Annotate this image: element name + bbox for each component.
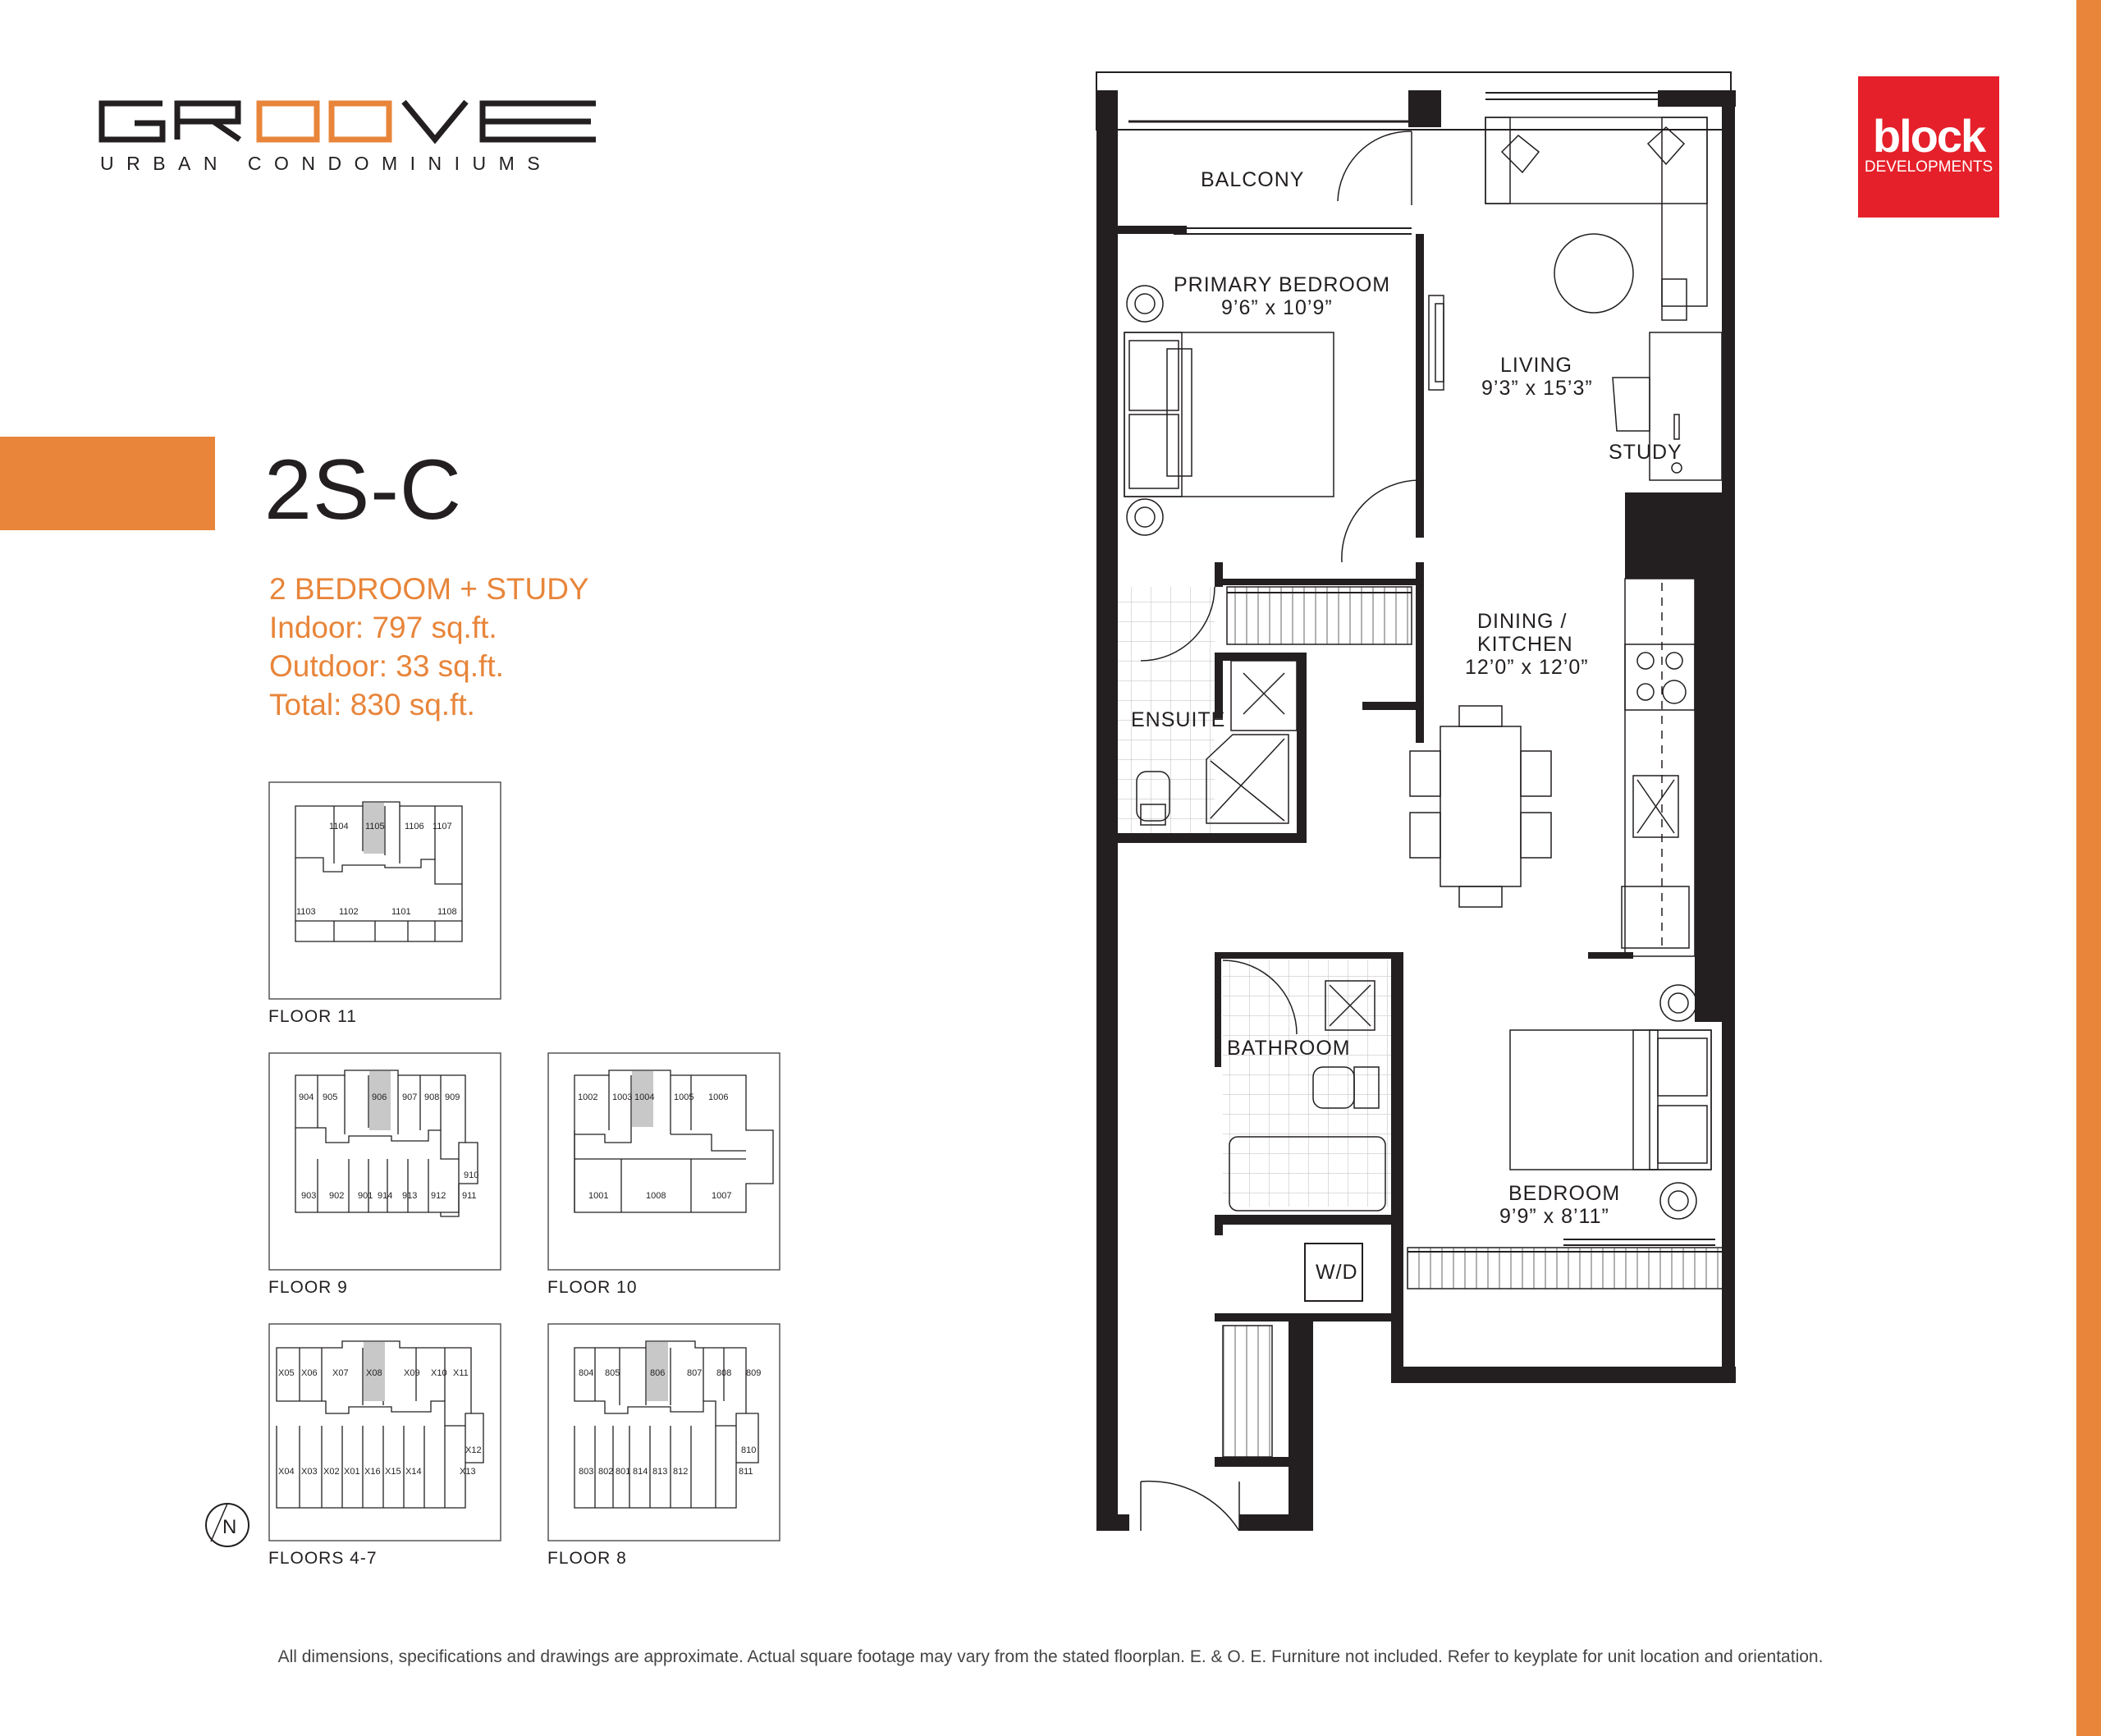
key-unit: 810 [741, 1445, 757, 1455]
key-unit: 814 [633, 1467, 648, 1477]
key-unit: 1101 [391, 907, 411, 917]
developer-logo-line2: DEVELOPMENTS [1864, 158, 1993, 176]
room-label-ensuite: ENSUITE [1131, 708, 1226, 731]
key-unit: 910 [464, 1170, 479, 1180]
key-unit: X15 [385, 1467, 401, 1477]
unit-indoor-area: Indoor: 797 sq.ft. [269, 611, 497, 644]
key-unit: 1103 [296, 907, 316, 917]
key-unit: 804 [579, 1368, 594, 1378]
key-unit: X13 [460, 1467, 476, 1477]
key-unit: 1003 [612, 1092, 633, 1102]
room-dim-primary-bedroom: 9’6” x 10’9” [1221, 296, 1333, 319]
kitchen-counter [1622, 579, 1695, 956]
developer-logo-line1: block [1872, 110, 1985, 162]
unit-outdoor-area: Outdoor: 33 sq.ft. [269, 649, 504, 683]
key-unit: 1104 [329, 822, 349, 831]
key-unit: 904 [299, 1092, 314, 1102]
room-label-bedroom: BEDROOM [1508, 1182, 1621, 1205]
key-unit: 808 [716, 1368, 732, 1378]
key-unit: X04 [278, 1467, 295, 1477]
key-unit: 908 [424, 1092, 440, 1102]
key-unit: 1002 [578, 1092, 598, 1102]
keyplate-floor-10 [547, 1052, 780, 1298]
keyplate-caption: FLOOR 8 [547, 1549, 627, 1568]
keyplate-floor-9 [268, 1052, 501, 1298]
room-label-bathroom: BATHROOM [1227, 1037, 1351, 1060]
developer-logo [1858, 76, 1999, 218]
key-unit: 906 [372, 1092, 387, 1102]
key-unit: 907 [402, 1092, 418, 1102]
keyplate-floors-4-7 [268, 1323, 501, 1569]
key-unit: 1107 [433, 822, 452, 831]
key-unit: 1102 [339, 907, 359, 917]
key-unit: 806 [650, 1368, 666, 1378]
key-unit: 805 [605, 1368, 620, 1378]
logo-subtitle: URBAN CONDOMINIUMS [100, 153, 553, 174]
room-label-living: LIVING [1500, 354, 1572, 377]
key-unit: 807 [687, 1368, 703, 1378]
keyplate-floor-11 [268, 781, 501, 1027]
key-unit: 811 [739, 1467, 753, 1477]
key-unit: 901 [358, 1191, 373, 1201]
key-unit: 913 [402, 1191, 418, 1201]
key-unit: 803 [579, 1467, 594, 1477]
key-unit: 1007 [712, 1191, 732, 1201]
key-unit: 809 [746, 1368, 762, 1378]
key-unit: 812 [673, 1467, 689, 1477]
compass-label: N [222, 1516, 237, 1538]
label-washer-dryer: W/D [1316, 1261, 1358, 1284]
keyplate-caption: FLOOR 11 [268, 1007, 357, 1026]
room-label-dining: DINING / [1477, 610, 1568, 633]
key-unit: 1001 [588, 1191, 609, 1201]
primary-bed-icon [1124, 286, 1334, 535]
key-unit: X03 [301, 1467, 318, 1477]
keyplate-floor-8 [547, 1323, 780, 1569]
key-unit: X02 [323, 1467, 340, 1477]
room-label-kitchen: KITCHEN [1477, 633, 1573, 656]
key-unit: 801 [616, 1467, 631, 1477]
key-unit: X14 [405, 1467, 422, 1477]
unit-total-area: Total: 830 sq.ft. [269, 688, 475, 721]
room-label-primary-bedroom: PRIMARY BEDROOM [1174, 273, 1391, 296]
sofa-icon [1429, 117, 1707, 390]
logo-text: GROOVE [98, 97, 103, 98]
unit-accent-bar [0, 437, 215, 530]
key-unit: 1004 [634, 1092, 655, 1102]
keyplate-caption: FLOOR 10 [547, 1278, 638, 1297]
key-unit: X09 [404, 1368, 420, 1378]
key-unit: X07 [332, 1368, 349, 1378]
key-unit: 1108 [437, 907, 457, 917]
room-label-study: STUDY [1609, 441, 1682, 464]
key-unit: 802 [598, 1467, 614, 1477]
key-unit: 1008 [646, 1191, 666, 1201]
room-dim-dining-kitchen: 12’0” x 12’0” [1465, 656, 1589, 679]
key-unit: X05 [278, 1368, 295, 1378]
unit-specs [269, 570, 589, 724]
key-unit: 1005 [674, 1092, 694, 1102]
key-unit: 1106 [405, 822, 424, 831]
key-unit: X06 [301, 1368, 318, 1378]
keyplate-caption: FLOOR 9 [268, 1278, 348, 1297]
key-unit: X01 [344, 1467, 360, 1477]
key-unit: 1006 [708, 1092, 729, 1102]
unit-name: 2S-C [264, 442, 462, 538]
key-unit: X12 [465, 1445, 482, 1455]
key-unit: 909 [445, 1092, 460, 1102]
key-unit: 902 [329, 1191, 345, 1201]
keyplate-caption: FLOORS 4-7 [268, 1549, 378, 1568]
dining-table-icon [1410, 706, 1551, 907]
north-compass-icon [203, 1500, 252, 1550]
key-unit: X16 [364, 1467, 381, 1477]
key-unit: 905 [323, 1092, 338, 1102]
key-unit: 903 [301, 1191, 317, 1201]
right-accent-stripe [2076, 0, 2101, 1736]
key-unit: X08 [366, 1368, 382, 1378]
key-unit: X11 [453, 1368, 469, 1378]
room-dim-bedroom: 9’9” x 8’11” [1499, 1205, 1609, 1228]
groove-logo [98, 97, 599, 146]
key-unit: 1105 [365, 822, 385, 831]
key-unit: 813 [652, 1467, 668, 1477]
room-label-balcony: BALCONY [1201, 168, 1305, 191]
disclaimer: All dimensions, specifications and drawings are approximate. Actual square footage may vary from the stated floorplan. E. & O. E. Furniture not included. Refer to keyplate for unit location and orientation. [277, 1647, 1824, 1666]
key-unit: 914 [378, 1191, 393, 1201]
key-unit: X10 [431, 1368, 447, 1378]
unit-type: 2 BEDROOM + STUDY [269, 572, 589, 606]
key-unit: 912 [431, 1191, 446, 1201]
key-unit: 911 [462, 1191, 477, 1201]
floor-plan [1092, 70, 1740, 1596]
room-dim-living: 9’3” x 15’3” [1481, 377, 1593, 400]
